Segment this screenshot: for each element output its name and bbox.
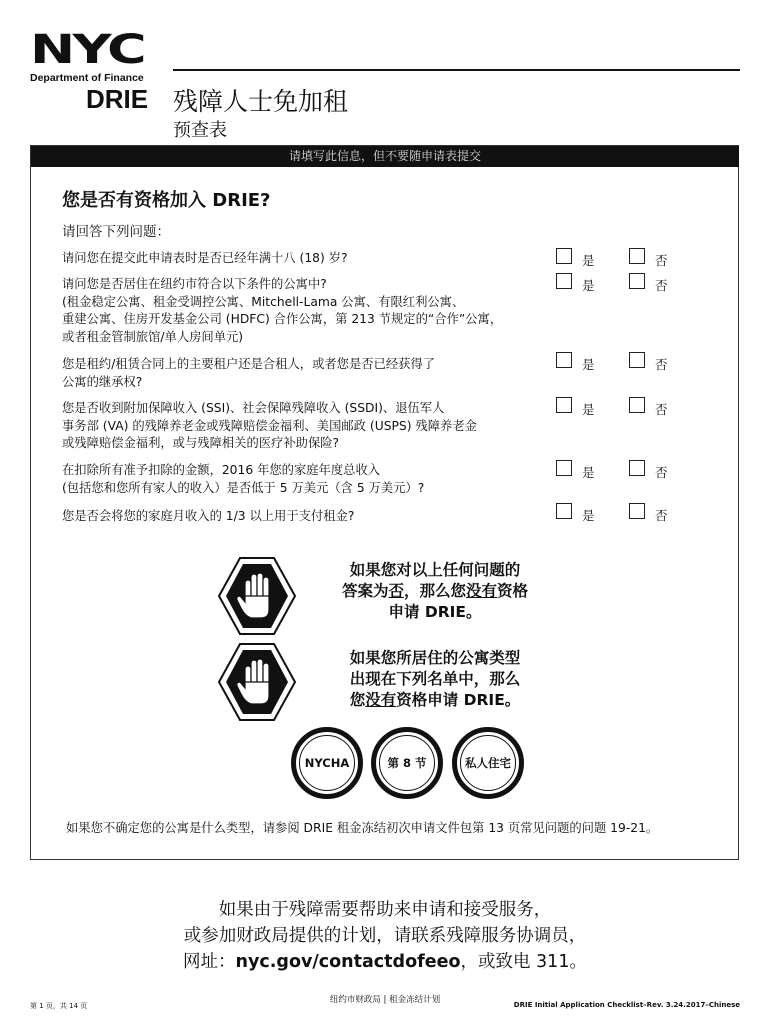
eligibility-question (62, 400, 552, 453)
question-line: 或残障赔偿金福利，或与残障相关的医疗补助保险? (62, 436, 340, 450)
footer-form-id: DRIE Initial Application Checklist–Rev. 3.24.2017–Chinese (513, 1001, 740, 1009)
no-checkbox[interactable] (629, 397, 645, 413)
warning2-text-a: 您 (349, 691, 366, 709)
excluded-type-badge (452, 727, 524, 799)
contact-suffix: ，或致电 311。 (460, 952, 587, 972)
header-rule (173, 69, 740, 71)
question-line: 您是否收到附加保障收入 (SSI)、社会保障残障收入 (SSDI)、退伍军人 (62, 401, 445, 415)
warning2-line1: 如果您所居住的公寓类型 (349, 649, 521, 667)
apartment-type-note: 如果您不确定您的公寓是什么类型，请参阅 DRIE 租金冻结初次申请文件包第 13 页常见问题的问题 19-21。 (66, 821, 659, 835)
no-checkbox[interactable] (629, 460, 645, 476)
no-label: 否 (655, 465, 668, 480)
question-line: 请问您是否居住在纽约市符合以下条件的公寓中? (62, 277, 327, 291)
page-title: 残障人士免加租 (173, 87, 349, 116)
yes-checkbox[interactable] (556, 273, 572, 289)
no-label: 否 (655, 253, 668, 268)
question-line: (租金稳定公寓、租金受调控公寓、Mitchell-Lama 公寓、有限红利公寓、 (62, 294, 465, 309)
warning2-underline-not: 没有 (365, 691, 397, 709)
yes-checkbox[interactable] (556, 460, 572, 476)
excluded-type-badge (291, 727, 363, 799)
stop-hand-icon (217, 556, 297, 636)
answer-instruction: 请回答下列问题： (62, 224, 170, 240)
question-line: (包括您和您所有家人的收入）是否低于 5 万美元（含 5 万美元）? (62, 480, 425, 495)
no-label: 否 (655, 508, 668, 523)
contact-line-2: 或参加财政局提供的计划，请联系残障服务协调员， (183, 926, 587, 946)
logo-department-text: Department of Finance (30, 72, 144, 84)
warning2-line2: 出现在下列名单中，那么 (349, 670, 521, 688)
program-code: DRIE (86, 84, 149, 114)
warning1-text-c: 资格 (497, 582, 529, 600)
footer-page-number: 第 1 页，共 14 页 (30, 1002, 88, 1010)
no-label: 否 (655, 357, 668, 372)
instruction-banner: 请填写此信息，但不要随申请表提交 (31, 146, 739, 167)
warning1-underline-no: 否 (388, 582, 404, 600)
question-line: 公寓的继承权? (62, 374, 143, 389)
question-line: 或者租金管制旅馆/单人房间单元) (62, 329, 244, 344)
question-line: 请问您在提交此申请表时是否已经年满十八 (18) 岁? (62, 251, 348, 265)
logo-nyc-text: NYC (30, 27, 144, 73)
warning1-text-b: ，那么您 (403, 582, 466, 600)
yes-checkbox[interactable] (556, 352, 572, 368)
warning-text-1 (325, 560, 545, 623)
warning1-text-a: 答案为 (341, 582, 389, 600)
contact-line-3 (0, 949, 770, 975)
yes-label: 是 (582, 253, 595, 268)
eligibility-question (62, 508, 552, 526)
eligibility-question (62, 276, 552, 346)
yes-checkbox[interactable] (556, 503, 572, 519)
no-checkbox[interactable] (629, 273, 645, 289)
no-label: 否 (655, 278, 668, 293)
yes-label: 是 (582, 357, 595, 372)
nyc-finance-logo (30, 27, 160, 84)
yes-checkbox[interactable] (556, 397, 572, 413)
eligibility-question (62, 462, 552, 497)
warning1-line3: 申请 DRIE。 (388, 603, 482, 621)
warning-text-2 (325, 648, 545, 711)
excluded-type-label: NYCHA (299, 735, 355, 791)
warning1-line2 (325, 581, 545, 602)
no-checkbox[interactable] (629, 503, 645, 519)
yes-checkbox[interactable] (556, 248, 572, 264)
no-checkbox[interactable] (629, 352, 645, 368)
excluded-type-label: 第 8 节 (379, 735, 435, 791)
warning2-text-b: 资格申请 DRIE。 (396, 691, 521, 709)
warning1-underline-not: 没有 (466, 582, 498, 600)
excluded-type-label: 私人住宅 (460, 735, 516, 791)
question-line: 您是否会将您的家庭月收入的 1/3 以上用于支付租金? (62, 509, 355, 523)
question-line: 在扣除所有准予扣除的金额，2016 年您的家庭年度总收入 (62, 463, 381, 477)
page-subtitle: 预查表 (173, 120, 227, 141)
question-line: 重建公寓、住房开发基金公司 (HDFC) 合作公寓，第 213 节规定的“合作”公寓， (62, 312, 503, 326)
eligibility-question (62, 356, 552, 391)
excluded-type-badge (371, 727, 443, 799)
question-line: 事务部 (VA) 的残障养老金或残障赔偿金福利、美国邮政 (USPS) 残障养老金 (62, 418, 477, 433)
contact-url-link[interactable]: nyc.gov/contactdofeeo (235, 952, 461, 972)
question-line: 您是租约/租赁合同上的主要租户还是合租人，或者您是否已经获得了 (62, 357, 436, 371)
stop-hand-icon (217, 642, 297, 722)
warning2-line3 (325, 690, 545, 711)
contact-line-1: 如果由于残障需要帮助来申请和接受服务， (218, 900, 552, 920)
yes-label: 是 (582, 465, 595, 480)
section-heading: 您是否有资格加入 DRIE? (62, 190, 271, 211)
warning1-line1: 如果您对以上任何问题的 (349, 561, 521, 579)
footer-center: 纽约市财政局 | 租金冻结计划 (329, 995, 441, 1005)
yes-label: 是 (582, 402, 595, 417)
yes-label: 是 (582, 278, 595, 293)
no-checkbox[interactable] (629, 248, 645, 264)
contact-prefix: 网址： (183, 952, 236, 972)
yes-label: 是 (582, 508, 595, 523)
eligibility-question (62, 250, 552, 268)
no-label: 否 (655, 402, 668, 417)
